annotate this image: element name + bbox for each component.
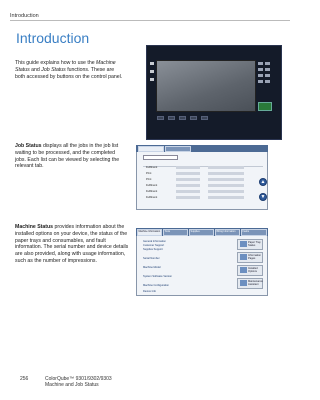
keypad-key: [258, 62, 263, 65]
intro-text-post: functions. These are both accessed by buttons on the control panel.: [15, 66, 123, 80]
ms-line: Customer Support: [143, 244, 165, 247]
tab-machine-information: Machine Information: [137, 229, 162, 236]
job-row-owner: Fulfilment: [146, 184, 158, 187]
page-number: 256: [20, 376, 29, 382]
ms-line: Machine Configuration: [143, 284, 169, 287]
keypad-key: [265, 80, 270, 83]
scroll-up-icon: ▲: [260, 179, 266, 185]
keypad-key: [265, 62, 270, 65]
tray-icon: [240, 241, 247, 247]
maintenance-assistant-button: Maintenance Assistant: [237, 278, 263, 289]
footer-section: Machine and Job Status: [45, 382, 99, 389]
pages-icon: [240, 254, 247, 260]
job-row-cell: [176, 166, 200, 169]
job-list-select: [143, 155, 178, 160]
section-header: Introduction: [10, 13, 39, 19]
job-row-cell: [176, 184, 200, 187]
job-row-owner: Print: [146, 178, 152, 181]
tab-supplies: Supplies: [189, 229, 214, 236]
footer-text: [45, 376, 112, 389]
job-row-owner: Print: [146, 172, 152, 175]
ms-line: Machine Model: [143, 266, 161, 269]
job-list-header: [143, 162, 263, 167]
intro-text-and: and: [29, 66, 42, 73]
wrench-icon: [240, 280, 247, 286]
job-row-owner: Fulfilment: [146, 166, 158, 169]
options-icon: [240, 267, 247, 273]
keypad-key: [265, 74, 270, 77]
ms-line: Supplies Support: [143, 248, 163, 251]
panel-button: [190, 116, 197, 120]
intro-term-job-status: Job Status: [41, 66, 66, 73]
job-row-cell: [176, 196, 200, 199]
machine-status-term: Machine Status: [15, 224, 54, 230]
paper-tray-status-button: Paper Tray Status: [237, 239, 263, 250]
keypad-key: [258, 80, 263, 83]
job-row-owner: Fulfilment: [146, 190, 158, 193]
scroll-down-icon: ▼: [260, 194, 266, 200]
job-row-cell: [176, 190, 200, 193]
job-row-owner: Fulfilment: [146, 196, 158, 199]
intro-term-machine-status: Machine Status: [15, 60, 116, 73]
tab-tools: Tools: [163, 229, 188, 236]
job-status-text: displays all the jobs in the job list waiting to be processed, and the completed jobs. Each list can be viewed by selecting the relevant tab.: [15, 143, 120, 170]
installed-options-button: Installed Options: [237, 265, 263, 276]
keypad-key: [258, 74, 263, 77]
tab-active-jobs: [138, 146, 164, 152]
panel-side-button: [150, 78, 154, 81]
panel-button: [179, 116, 186, 120]
job-row-cell: [208, 166, 244, 169]
ms-line: Device Info: [143, 290, 156, 293]
panel-button: [157, 116, 164, 120]
page-title: Introduction: [16, 30, 90, 46]
job-row-cell: [208, 196, 244, 199]
tab-completed-jobs: [165, 146, 191, 152]
job-row-cell: [176, 172, 200, 175]
job-status-term: Job Status: [15, 143, 42, 149]
header-rule: [10, 20, 290, 21]
ms-line: System Software Version: [143, 275, 172, 278]
tab-faults: Faults: [241, 229, 267, 236]
tab-billing-information: Billing Information: [215, 229, 240, 236]
job-row-cell: [176, 178, 200, 181]
panel-side-button: [150, 70, 154, 73]
touch-screen: [156, 60, 256, 112]
job-row-cell: [208, 184, 244, 187]
information-pages-button: Information Pages: [237, 252, 263, 263]
job-row-cell: [208, 172, 244, 175]
panel-side-button: [150, 62, 154, 65]
intro-paragraph: [15, 60, 125, 80]
keypad-key: [258, 68, 263, 71]
ms-line: General Information: [143, 240, 166, 243]
ms-line: Serial Number: [143, 257, 160, 260]
panel-button: [201, 116, 208, 120]
keypad-key: [265, 68, 270, 71]
footer-product: ColorQube™ 9301/9302/9303: [45, 376, 112, 382]
job-row-cell: [208, 178, 244, 181]
intro-text: This guide explains how to use the: [15, 60, 97, 66]
start-button: [258, 102, 272, 111]
machine-status-text: provides information about the installed options on your device, the status of the paper trays and consumables, and fault information. The serial number and device details are also provided, along with usage information, such as the number of impressions.: [15, 224, 129, 264]
panel-button: [168, 116, 175, 120]
machine-status-paragraph: [15, 224, 130, 265]
job-status-paragraph: [15, 143, 125, 170]
job-row-cell: [208, 190, 244, 193]
